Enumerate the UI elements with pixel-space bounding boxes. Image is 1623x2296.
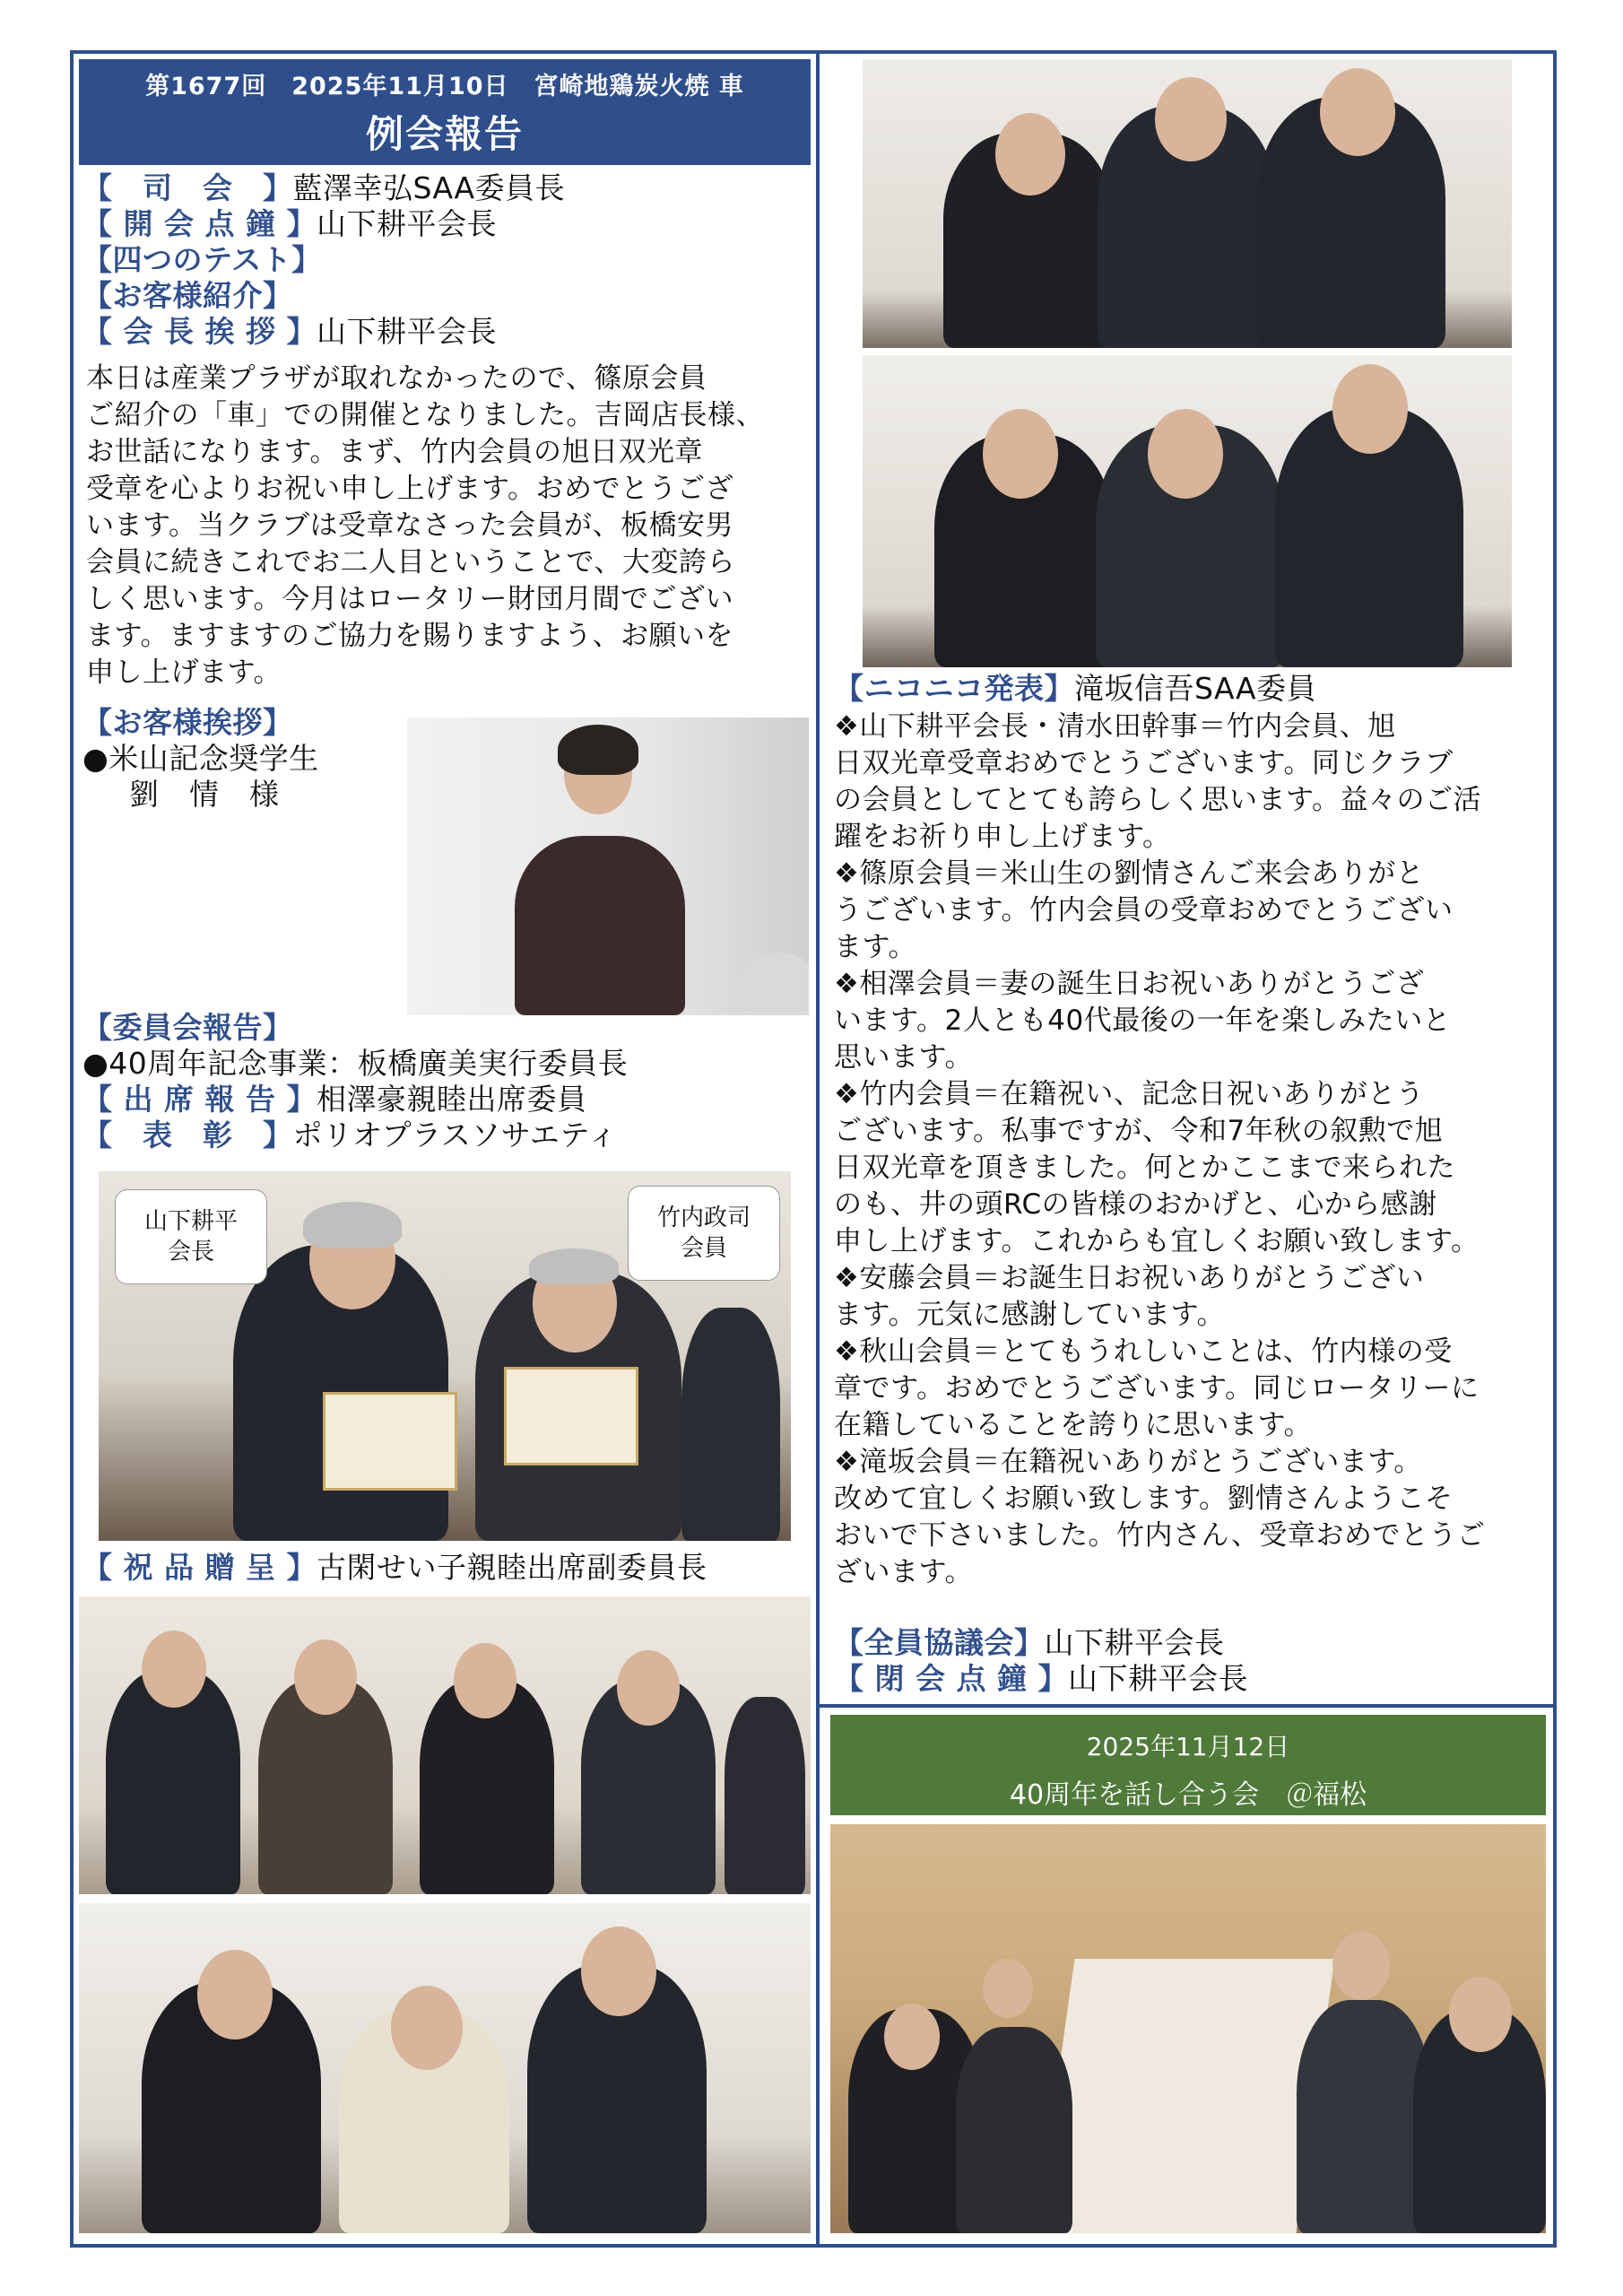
tag-four-way-test: 【四つのテスト】 — [82, 242, 322, 277]
meeting-info: 第1677回 2025年11月10日 宮崎地鶏炭火焼 車 — [145, 73, 744, 100]
row-opening — [82, 206, 809, 242]
callout-takeuchi: 竹内政司 会員 — [628, 1186, 780, 1281]
message-line: います。2人とも40代最後の一年を楽しみたいと — [834, 1004, 1452, 1037]
message-line: ❖秋山会員＝とてもうれしいことは、竹内様の受 — [834, 1335, 1453, 1368]
message-line: おいで下さいました。竹内さん、受章おめでとうご — [834, 1519, 1486, 1552]
tag-guest-greeting: 【お客様挨拶】 — [82, 705, 293, 740]
event-title: 40周年を話し合う会 ＠福松 — [1009, 1779, 1367, 1811]
tag-gift: 【 祝 品 贈 呈 】 — [82, 1550, 317, 1585]
opening-name: 山下耕平会長 — [316, 206, 497, 241]
message-line: 日双光章受章おめでとうございます。同じクラブ — [834, 747, 1454, 779]
right-section-divider — [820, 1704, 1557, 1708]
guest-photo — [407, 718, 809, 1015]
row-closing — [834, 1661, 1551, 1697]
speech-line: お世話になります。まず、竹内会員の旭日双光章 — [86, 436, 704, 468]
message-line: ❖滝坂会員＝在籍祝いありがとうございます。 — [834, 1446, 1422, 1478]
message-line: の会員としてとても誇らしく思います。益々のご活 — [834, 784, 1482, 816]
event-header — [830, 1715, 1546, 1815]
tag-plenary: 【全員協議会】 — [834, 1625, 1045, 1660]
tag-closing: 【 閉 会 点 鐘 】 — [834, 1661, 1068, 1696]
message-line: ❖安藤会員＝お誕生日お祝いありがとうござい — [834, 1262, 1425, 1294]
message-line: ❖山下耕平会長・清水田幹事＝竹内会員、旭 — [834, 710, 1396, 743]
message-line: 改めて宜しくお願い致します。劉情さんようこそ — [834, 1483, 1454, 1515]
tag-president-greeting: 【 会 長 挨 拶 】 — [82, 314, 317, 349]
message-line: うございます。竹内会員の受章おめでとうござい — [834, 894, 1454, 926]
committee-line: ●40周年記念事業：板橋廣美実行委員長 — [82, 1046, 629, 1081]
committee-and-awards — [82, 1010, 809, 1153]
meeting-photo — [830, 1824, 1546, 2233]
message-line: 申し上げます。これからも宜しくお願い致します。 — [834, 1225, 1480, 1257]
top-right-photo — [863, 59, 1512, 348]
tag-niconico: 【ニコニコ発表】 — [834, 671, 1074, 706]
message-line: 日双光章を頂きました。何とかここまで来られた — [834, 1152, 1455, 1184]
row-niconico — [834, 671, 1551, 707]
closing-name: 山下耕平会長 — [1067, 1661, 1248, 1696]
speech-line: 本日は産業プラザが取れなかったので、篠原会員 — [86, 362, 707, 395]
speech-line: しく思います。今月はロータリー財団月間でござい — [86, 583, 734, 615]
tag-attendance: 【 出 席 報 告 】 — [82, 1082, 317, 1117]
row-attendance — [82, 1082, 809, 1118]
row-four-way-test — [82, 242, 809, 278]
speech-line: ます。ますますのご協力を賜りますよう、お願いを — [86, 620, 734, 652]
gift-photo-group — [79, 1596, 811, 1894]
callout-president: 山下耕平 会長 — [115, 1189, 267, 1284]
plenary-name: 山下耕平会長 — [1044, 1625, 1225, 1660]
row-gift — [82, 1550, 809, 1586]
second-right-photo — [863, 355, 1512, 667]
message-line: ございます。私事ですが、令和7年秋の叙勲で旭 — [834, 1115, 1444, 1147]
guest-name: 劉 情 様 — [129, 777, 280, 812]
row-award — [82, 1118, 809, 1153]
speech-line: います。当クラブは受章なさった会員が、板橋安男 — [86, 509, 734, 542]
message-line: ます。 — [834, 931, 917, 963]
president-name: 山下耕平会長 — [316, 314, 497, 349]
speech-line: 受章を心よりお祝い申し上げます。おめでとうござ — [86, 473, 734, 505]
row-mc — [82, 170, 809, 206]
attendance-name: 相澤豪親睦出席委員 — [316, 1082, 587, 1117]
award-name: ポリオプラスソサエティ — [292, 1118, 618, 1152]
message-line: ざいます。 — [834, 1556, 974, 1588]
president-speech — [86, 361, 812, 691]
tag-guest-intro: 【お客様紹介】 — [82, 278, 293, 313]
speech-line: 会員に続きこれでお二人目ということで、大変誇ら — [86, 546, 735, 578]
event-date: 2025年11月12日 — [1086, 1732, 1290, 1761]
gift-name: 古閑せい子親睦出席副委員長 — [316, 1550, 707, 1585]
row-plenary — [834, 1625, 1551, 1661]
gift-photo-three — [79, 1903, 811, 2233]
message-line: ❖篠原会員＝米山生の劉情さんご来会ありがと — [834, 857, 1425, 890]
niconico-name: 滝坂信吾SAA委員 — [1074, 671, 1317, 706]
speech-line: 申し上げます。 — [86, 657, 282, 689]
row-guest-intro — [82, 278, 809, 314]
message-line: 章です。おめでとうございます。同じロータリーに — [834, 1372, 1480, 1405]
table — [1035, 1959, 1335, 2233]
certificate-right — [504, 1367, 638, 1465]
speech-line: ご紹介の「車」での開催となりました。吉岡店長様、 — [86, 399, 764, 431]
column-divider — [816, 50, 820, 2248]
row-president-greeting — [82, 314, 809, 350]
message-line: ます。元気に感謝しています。 — [834, 1299, 1226, 1331]
tag-committee: 【委員会報告】 — [82, 1010, 293, 1045]
tag-award: 【 表 彰 】 — [82, 1118, 293, 1152]
report-header — [79, 59, 811, 165]
niconico-messages — [834, 709, 1551, 1591]
message-line: 在籍していることを誇りに思います。 — [834, 1409, 1313, 1441]
message-line: ❖相澤会員＝妻の誕生日お祝いありがとうござ — [834, 968, 1425, 1000]
closing-rows — [834, 1625, 1551, 1697]
message-line: 躍をお祈り申し上げます。 — [834, 821, 1171, 853]
tag-opening: 【 開 会 点 鐘 】 — [82, 206, 317, 241]
mc-name: 藍澤幸弘SAA委員長 — [292, 170, 566, 205]
message-line: 思います。 — [834, 1041, 974, 1074]
message-line: のも、井の頭RCの皆様のおかげと、心から感謝 — [834, 1188, 1437, 1221]
guest-line: ●米山記念奨学生 — [82, 741, 319, 776]
program-list — [82, 170, 809, 350]
certificate-left — [323, 1392, 457, 1491]
report-title: 例会報告 — [365, 112, 524, 156]
message-line: ❖竹内会員＝在籍祝い、記念日祝いありがとう — [834, 1078, 1425, 1110]
tag-mc: 【 司 会 】 — [82, 170, 293, 205]
